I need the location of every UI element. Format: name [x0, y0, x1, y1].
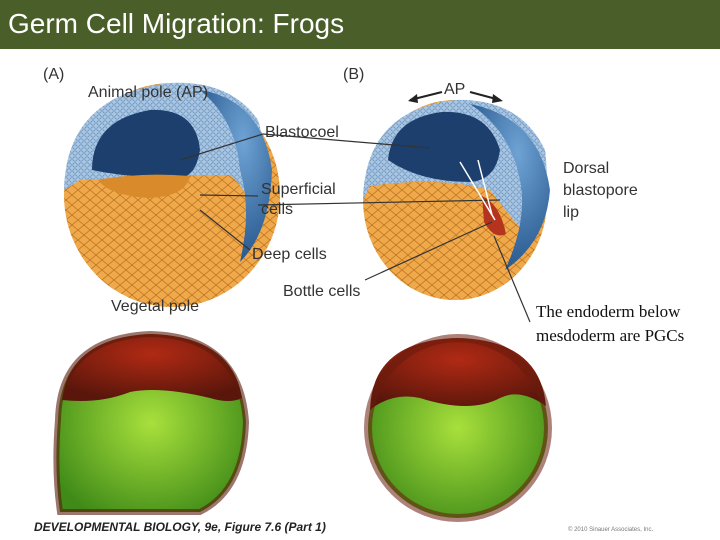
copyright-notice: © 2010 Sinauer Associates, Inc.	[568, 527, 654, 533]
vegetal-pole-label: Vegetal pole	[111, 298, 200, 315]
embryo-b-diagram	[363, 100, 550, 300]
embryo-a-diagram	[64, 83, 280, 307]
deep-cells-label: Deep cells	[252, 246, 327, 263]
panel-b-label: (B)	[343, 66, 365, 83]
ap-label: AP	[444, 81, 466, 98]
superficial-cells-label-line1: Superficial	[261, 181, 336, 198]
embryo-photo-left	[56, 334, 246, 512]
annotation-line2: mesdoderm are PGCs	[536, 326, 685, 345]
dorsal-label-line2: blastopore	[563, 182, 638, 199]
embryo-photo-right	[368, 338, 548, 518]
bottle-cells-label: Bottle cells	[283, 283, 361, 300]
dorsal-label-line3: lip	[563, 204, 580, 221]
figure-caption: DEVELOPMENTAL BIOLOGY, 9e, Figure 7.6 (Part 1)	[34, 520, 326, 534]
dorsal-label-line1: Dorsal	[563, 160, 610, 177]
panel-a-label: (A)	[43, 66, 65, 83]
animal-pole-label: Animal pole (AP)	[88, 84, 209, 101]
superficial-cells-label-line2: cells	[261, 201, 294, 218]
annotation-note	[536, 300, 684, 348]
slide-title: Germ Cell Migration: Frogs	[8, 8, 345, 39]
annotation-line1: The endoderm below	[536, 302, 681, 321]
blastocoel-label: Blastocoel	[265, 124, 339, 141]
